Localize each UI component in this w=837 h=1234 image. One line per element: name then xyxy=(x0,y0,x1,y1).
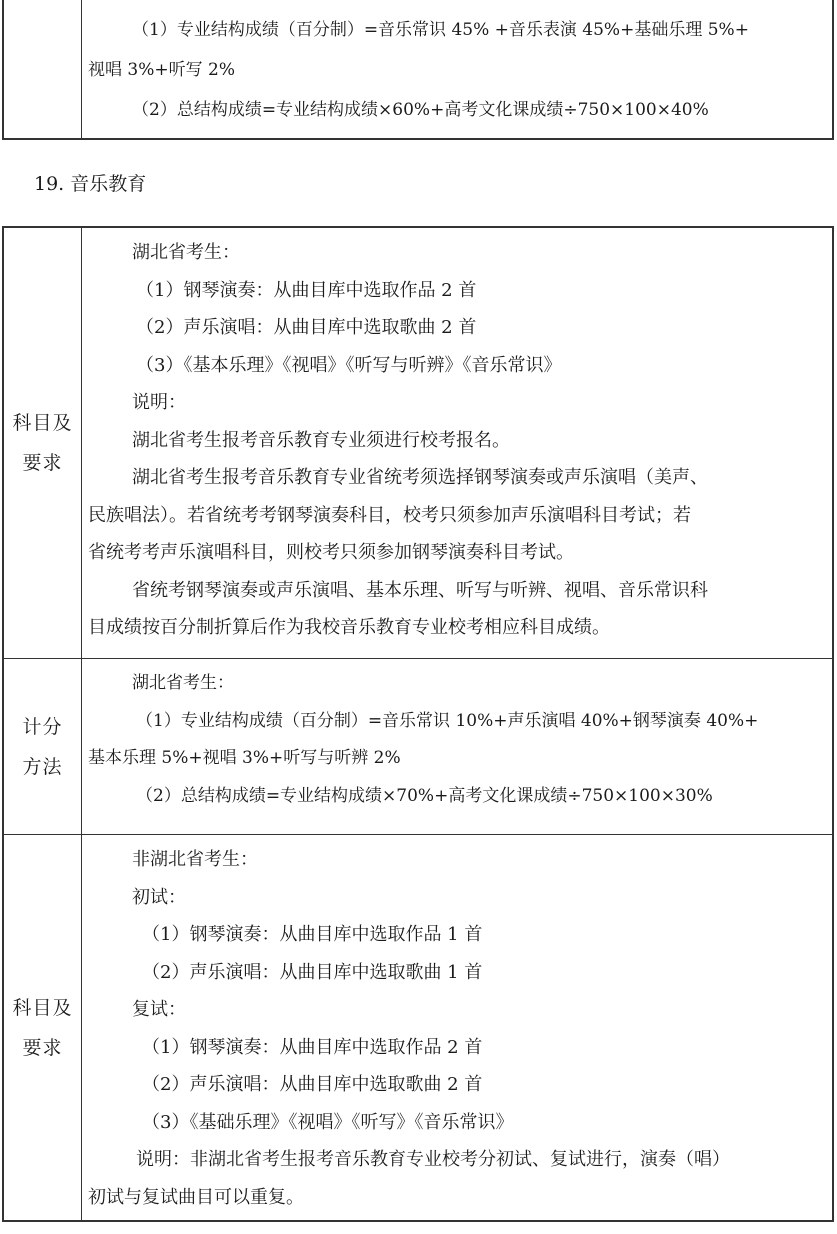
row-label-line: 要求 xyxy=(22,452,63,474)
text-line: （1）钢琴演奏：从曲目库中选取作品 2 首 xyxy=(136,279,477,301)
row-label-cell xyxy=(4,228,82,658)
text-line: （1）钢琴演奏：从曲目库中选取作品 1 首 xyxy=(142,924,483,945)
row-content-cell xyxy=(82,835,832,1220)
text-line: （2）声乐演唱：从曲目库中选取歌曲 1 首 xyxy=(142,961,483,983)
row-label-line: 科目及 xyxy=(12,996,73,1019)
text-line: 基本乐理 5%+视唱 3%+听写与听辨 2% xyxy=(88,748,401,768)
row-label-line: 科目及 xyxy=(12,412,73,434)
row-content-cell xyxy=(82,228,832,658)
text-line: 初试： xyxy=(132,886,186,908)
row-content-cell xyxy=(82,659,832,834)
text-line: 省统考考声乐演唱科目，则校考只须参加钢琴演奏科目考试。 xyxy=(88,542,574,563)
row-label-cell xyxy=(4,659,82,834)
text-line: （1）钢琴演奏：从曲目库中选取作品 2 首 xyxy=(142,1036,483,1058)
table-row-scoring-hubei xyxy=(4,658,832,834)
text-line: （2）声乐演唱：从曲目库中选取歌曲 2 首 xyxy=(142,1074,483,1095)
text-line: 非湖北省考生： xyxy=(132,849,258,870)
table-row-subjects-non-hubei xyxy=(4,834,832,1220)
text-line: 民族唱法）。若省统考考钢琴演奏科目，校考只须参加声乐演唱科目考试；若 xyxy=(88,504,691,526)
text-line: 复试： xyxy=(132,999,186,1020)
text-line: （1）专业结构成绩（百分制）=音乐常识 10%+声乐演唱 40%+钢琴演奏 40%+ xyxy=(136,710,759,731)
score-table-continued xyxy=(2,0,834,140)
text-line: 湖北省考生报考音乐教育专业须进行校考报名。 xyxy=(132,429,510,451)
text-line: （1）专业结构成绩（百分制）=音乐常识 45% +音乐表演 45%+基础乐理 5%+ xyxy=(132,20,749,40)
row-label-cell-empty xyxy=(4,0,82,138)
text-line: 湖北省考生报考音乐教育专业省统考须选择钢琴演奏或声乐演唱（美声、 xyxy=(132,467,708,488)
row-label-line: 计分 xyxy=(22,715,63,738)
text-line: 湖北省考生： xyxy=(132,242,240,263)
text-line: （3）《基本乐理》《视唱》《听写与听辨》《音乐常识》 xyxy=(136,354,562,376)
text-line: 视唱 3%+听写 2% xyxy=(88,60,235,80)
text-line: （2）总结构成绩=专业结构成绩×70%+高考文化课成绩÷750×100×30% xyxy=(136,785,713,806)
table-row-subjects-hubei xyxy=(4,228,832,658)
music-education-table xyxy=(2,226,834,1222)
text-line: 说明：非湖北省考生报考音乐教育专业校考分初试、复试进行，演奏（唱） xyxy=(136,1149,730,1170)
text-line: 初试与复试曲目可以重复。 xyxy=(88,1186,304,1208)
text-line: （3）《基础乐理》《视唱》《听写》《音乐常识》 xyxy=(142,1111,514,1133)
section-title: 19. 音乐教育 xyxy=(34,173,147,195)
text-line: 湖北省考生： xyxy=(132,673,234,693)
row-label-line: 要求 xyxy=(22,1036,63,1059)
score-method-cell xyxy=(82,0,832,138)
row-label-line: 方法 xyxy=(22,755,63,778)
row-label-cell xyxy=(4,835,82,1220)
text-line: （2）总结构成绩=专业结构成绩×60%+高考文化课成绩÷750×100×40% xyxy=(132,100,709,120)
text-line: 目成绩按百分制折算后作为我校音乐教育专业校考相应科目成绩。 xyxy=(88,617,610,638)
text-line: 说明： xyxy=(132,392,186,413)
text-line: 省统考钢琴演奏或声乐演唱、基本乐理、听写与听辨、视唱、音乐常识科 xyxy=(132,579,708,601)
text-line: （2）声乐演唱：从曲目库中选取歌曲 2 首 xyxy=(136,317,477,338)
